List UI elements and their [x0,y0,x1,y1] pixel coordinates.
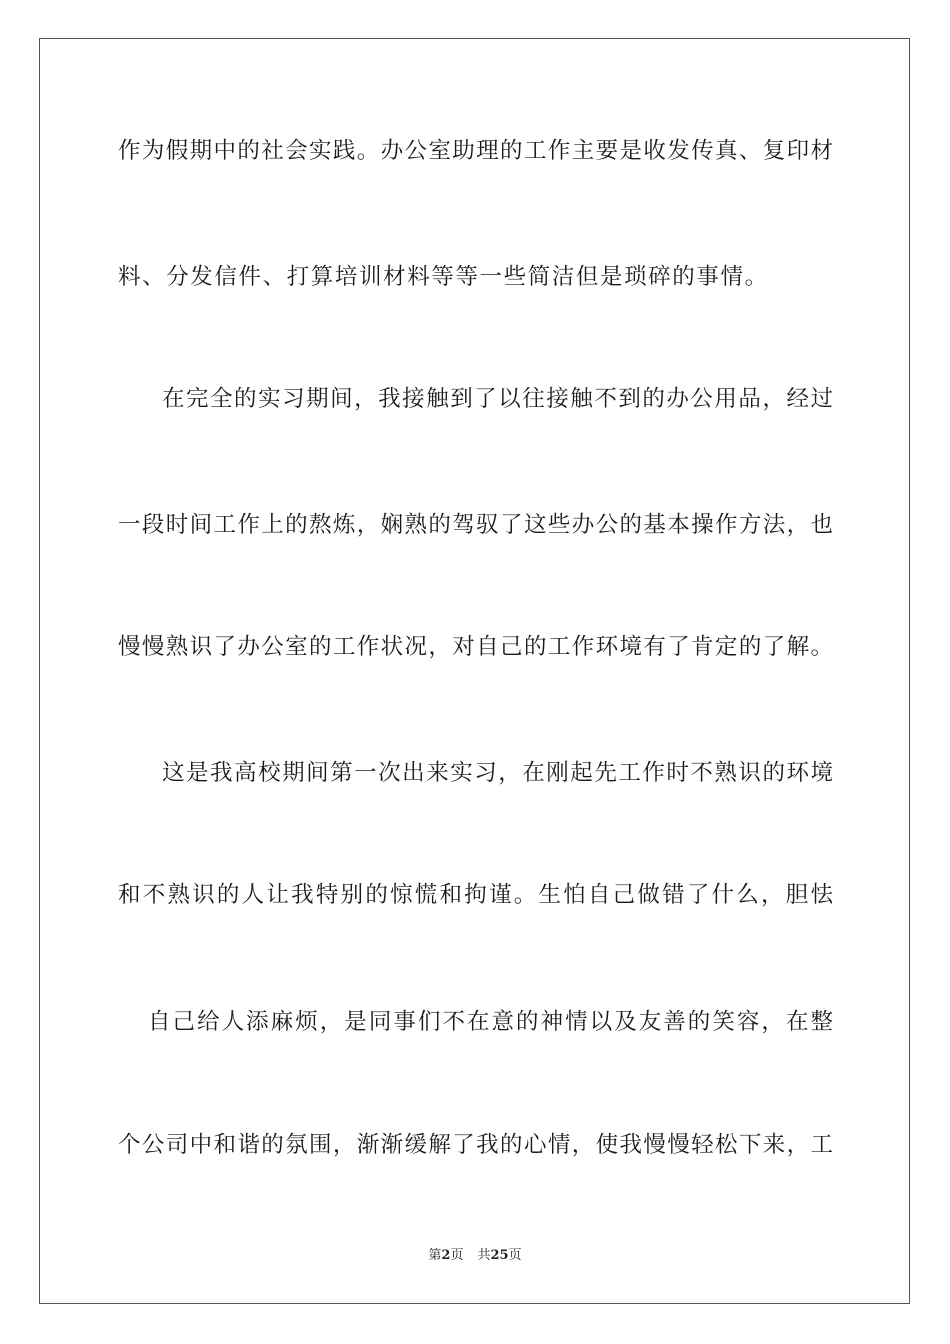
page-suffix: 页 [450,1248,464,1263]
text-line-3: 在完全的实习期间，我接触到了以往接触不到的办公用品，经过 [162,386,833,412]
text-line-1: 作为假期中的社会实践。办公室助理的工作主要是收发传真、复印材 [118,138,833,164]
text-line-9: 个公司中和谐的氛围，渐渐缓解了我的心情，使我慢慢轻松下来，工 [118,1132,833,1158]
text-line-7: 和不熟识的人让我特别的惊慌和拘谨。生怕自己做错了什么，胆怯 [118,882,833,908]
text-line-4: 一段时间工作上的熬炼，娴熟的驾驭了这些办公的基本操作方法，也 [118,512,833,538]
page-border [39,38,910,1304]
total-prefix: 共 [477,1248,491,1263]
text-line-6: 这是我高校期间第一次出来实习，在刚起先工作时不熟识的环境 [162,760,833,786]
page-number: 2 [441,1248,451,1263]
page-footer [0,1247,950,1265]
text-line-8: 自己给人添麻烦，是同事们不在意的神情以及友善的笑容，在整 [148,1009,833,1035]
text-line-5: 慢慢熟识了办公室的工作状况，对自己的工作环境有了肯定的了解。 [118,634,833,660]
text-line-2: 料、分发信件、打算培训材料等等一些简洁但是琐碎的事情。 [118,264,769,290]
total-suffix: 页 [508,1248,522,1263]
page-prefix: 第 [428,1248,442,1263]
total-pages: 25 [490,1248,509,1263]
